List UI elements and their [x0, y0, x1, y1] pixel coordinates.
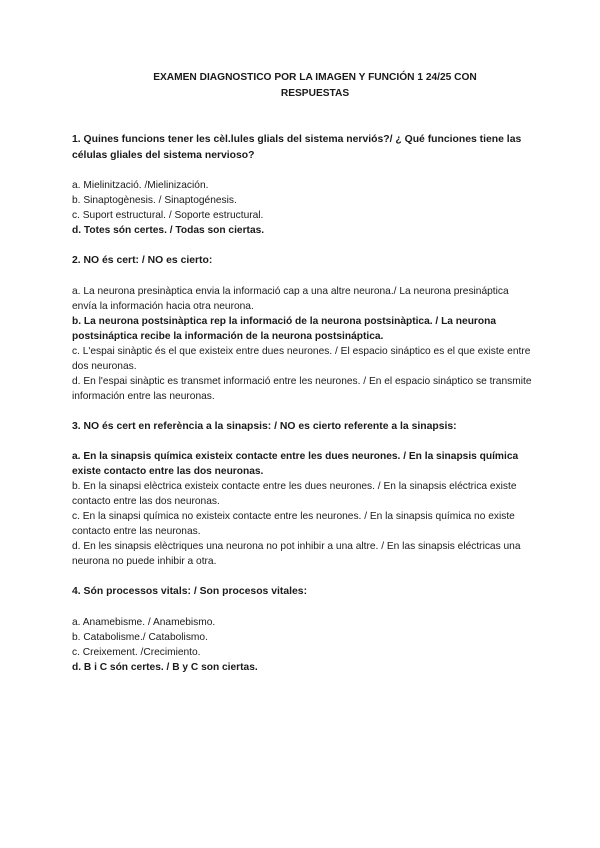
answer-options [72, 449, 534, 569]
correct-answer-option: d. Totes són certes. / Todas son ciertas. [72, 225, 265, 236]
answer-option: d. En l'espai sinàptic es transmet informació entre les neurones. / En el espacio sináptico se transmite información entre las neuronas. [72, 375, 532, 402]
question-text: 3. NO és cert en referència a la sinapsis: / NO es cierto referente a la sinapsis: [72, 420, 457, 432]
question-list [72, 132, 534, 675]
correct-answer-option: b. La neurona postsinàptica rep la informació de la neurona postsinàptica. / La neurona postsináptica recibe la información de la neurona postsináptica. [72, 315, 496, 342]
question-block [72, 584, 534, 675]
question-block [72, 253, 534, 404]
answer-options [72, 284, 534, 404]
answer-option: a. La neurona presinàptica envia la informació cap a una altre neurona./ La neurona presináptica envía la información hacia otra neurona. [72, 285, 509, 312]
answer-option: b. Sinaptogènesis. / Sinaptogénesis. [72, 195, 237, 206]
answer-option: c. Suport estructural. / Soporte estructural. [72, 210, 264, 221]
answer-options [72, 615, 534, 675]
answer-option: a. Anamebisme. / Anamebismo. [72, 616, 216, 628]
answer-option: c. Creixement. /Crecimiento. [72, 646, 201, 658]
correct-answer-option: d. B i C són certes. / B y C son ciertas. [72, 661, 258, 673]
question-text: 4. Són processos vitals: / Son procesos vitales: [72, 586, 308, 597]
correct-answer-option: a. En la sinapsis química existeix contacte entre les dues neurones. / En la sinapsis química existe contacto entre las dos neuronas. [72, 451, 519, 477]
answer-option: a. Mielinització. /Mielinización. [72, 180, 209, 191]
answer-options [72, 178, 534, 238]
question-block [72, 132, 534, 238]
question-text: 1. Quines funcions tener les cèl.lules glials del sistema nerviós?/ ¿ Qué funciones tiene las células gliales del sistema nervioso? [72, 134, 522, 161]
answer-option: d. En les sinapsis elèctriques una neurona no pot inhibir a una altre. / En las sinapsis eléctricas una neurona no puede inhibir a otra. [72, 541, 521, 567]
answer-option: b. En la sinapsi elèctrica existeix contacte entre les dues neurones. / En la sinapsis eléctrica existe contacto entre las dos neuronas. [72, 481, 517, 507]
answer-option: c. En la sinapsi química no existeix contacte entre les neurones. / En la sinapsis química no existe contacto entre las neuronas. [72, 511, 515, 537]
question-text: 2. NO és cert: / NO es cierto: [72, 255, 213, 266]
question-block [72, 419, 534, 570]
answer-option: b. Catabolisme./ Catabolismo. [72, 631, 208, 643]
answer-option: c. L'espai sinàptic és el que existeix entre dues neurones. / El espacio sináptico es el que existe entre dos neuronas. [72, 345, 531, 372]
document-title: EXAMEN DIAGNOSTICO POR LA IMAGEN Y FUNCIÓN 1 24/25 CON RESPUESTAS [153, 72, 477, 99]
